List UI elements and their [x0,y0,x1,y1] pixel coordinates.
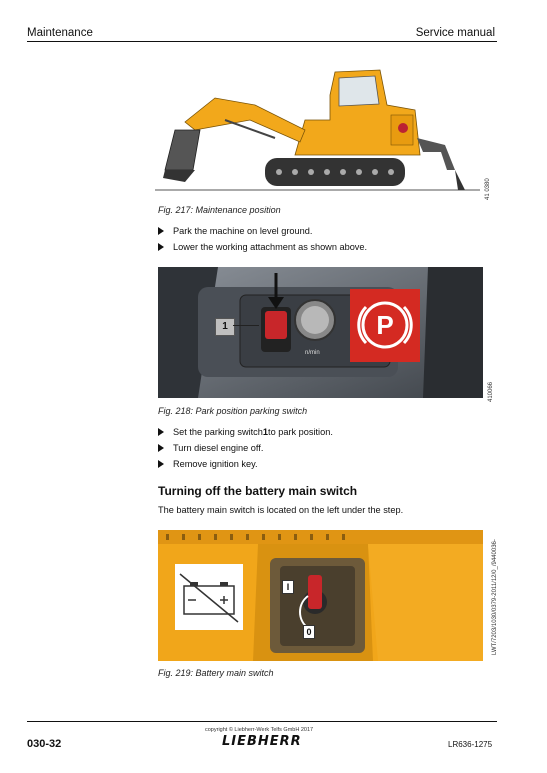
footer-copyright: copyright © Liebherr-Werk Telfs GmbH 2017 [205,727,314,733]
bullet-arrow-icon [158,227,164,235]
park-switch-photo [158,267,483,398]
header-manual-title: Service manual [415,27,495,39]
section-title: Turning off the battery main switch [158,484,358,498]
figure-218-photo [158,267,483,398]
step-set-parking-switch [158,427,333,437]
step-park-level [158,226,312,236]
callout-label-1: 1 [215,318,235,336]
figure-219-caption: Fig. 219: Battery main switch [158,668,274,678]
figure-217-machine [155,60,480,195]
step-text: Park the machine on level ground. [173,226,313,236]
document-code: LR636-1275 [448,740,493,749]
step-text: Set the parking switch [173,427,263,437]
figure-219-code: LWT/7203/1030/0379-2011/12/0_/9440036- [492,539,498,655]
step-turn-engine-off [158,443,263,453]
crawler-loader-illustration [155,60,480,195]
svg-text:P: P [376,310,394,340]
callout-on-position: I [282,580,294,594]
step-text-end: to park position. [268,427,333,437]
footer-rule [27,721,497,722]
bullet-arrow-icon [158,460,164,468]
callout-leader-line [233,325,259,326]
section-body: The battery main switch is located on the left under the step. [158,505,404,515]
figure-218-code: 410066 [488,381,494,402]
figure-217-code: 41 0380 [485,178,491,200]
figure-217-caption: Fig. 217: Maintenance position [158,205,281,215]
bullet-arrow-icon [158,444,164,452]
battery-switch-photo [158,530,483,661]
liebherr-logo: LIEBHERR [222,734,302,749]
step-text: Remove ignition key. [173,459,258,469]
step-text: Lower the working attachment as shown above. [173,242,368,252]
page-number: 030-32 [27,738,62,750]
callout-off-position: 0 [303,625,315,639]
bullet-arrow-icon [158,428,164,436]
rpm-label: n/min [305,350,320,356]
header-section: Maintenance [27,27,93,39]
step-remove-key [158,459,258,469]
header-rule [27,41,497,42]
step-lower-attachment [158,242,367,252]
figure-219-photo [158,530,483,661]
bullet-arrow-icon [158,243,164,251]
figure-218-caption: Fig. 218: Park position parking switch [158,406,308,416]
step-callout-number: 1 [262,427,269,437]
step-text: Turn diesel engine off. [173,443,264,453]
